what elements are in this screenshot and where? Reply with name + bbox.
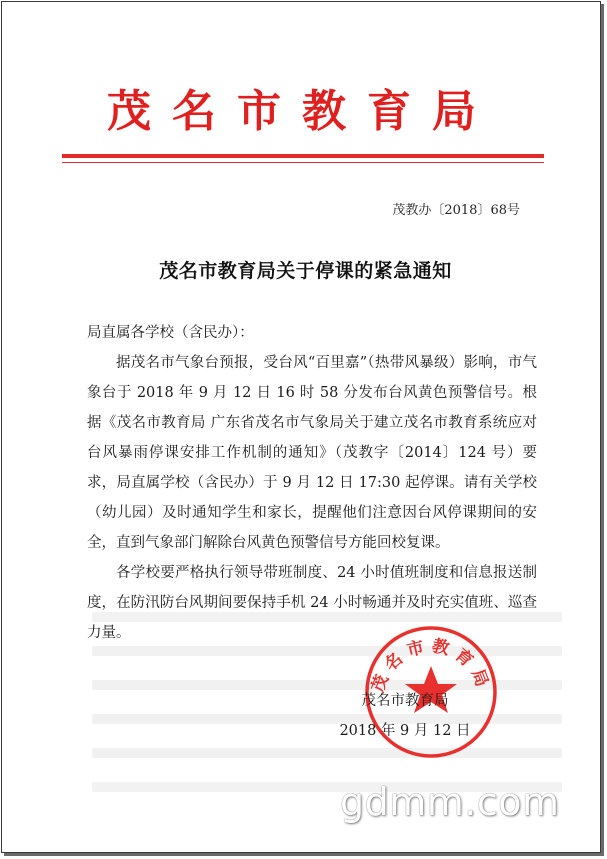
signature-org: 茂名市教育局 — [361, 693, 449, 709]
body-paragraph: 各学校要严格执行领导带班制度、24 小时值班制度和信息报送制度，在防汛防台风期间要保持手机 24 小时畅通并及时充实值班、巡查力量。 — [87, 565, 537, 641]
document-number: 茂教办〔2018〕68号 — [392, 203, 520, 218]
header-rule-thick — [62, 154, 544, 158]
signature-block — [335, 686, 475, 746]
seal-text: 茂名市教育局 — [368, 636, 494, 696]
document-body — [87, 318, 537, 648]
recipient-line: 局直属各学校（含民办）： — [87, 325, 254, 341]
signature-date: 2018 年 9 月 12 日 — [339, 723, 471, 739]
document-title: 茂名市教育局关于停课的紧急通知 — [159, 260, 452, 282]
body-paragraph: 据茂名市气象台预报，受台风“百里嘉”（热带风暴级）影响，市气象台于 2018 年 9 月 12 日 16 时 58 分发布台风黄色预警信号。根据《茂名市教育局 广东省茂名市气象局关于建立茂名市教育系统应对台风暴雨停课安排工作机制的通知》（茂教字〔2014〕124 号）要求，局直属学校（含民办）于 9 月 12 日 17:30 起停课。请有关学校（幼儿园）及时通知学生和家长，提醒他们注意因台风停课期间的安全，直到气象部门解除台风黄色预警信号方能回校复课。 — [87, 355, 537, 551]
document-page — [1, 1, 601, 853]
agency-header: 茂名市教育局 — [107, 86, 497, 137]
site-watermark: gdmm.com — [340, 780, 560, 824]
header-rule-thin — [62, 162, 544, 163]
